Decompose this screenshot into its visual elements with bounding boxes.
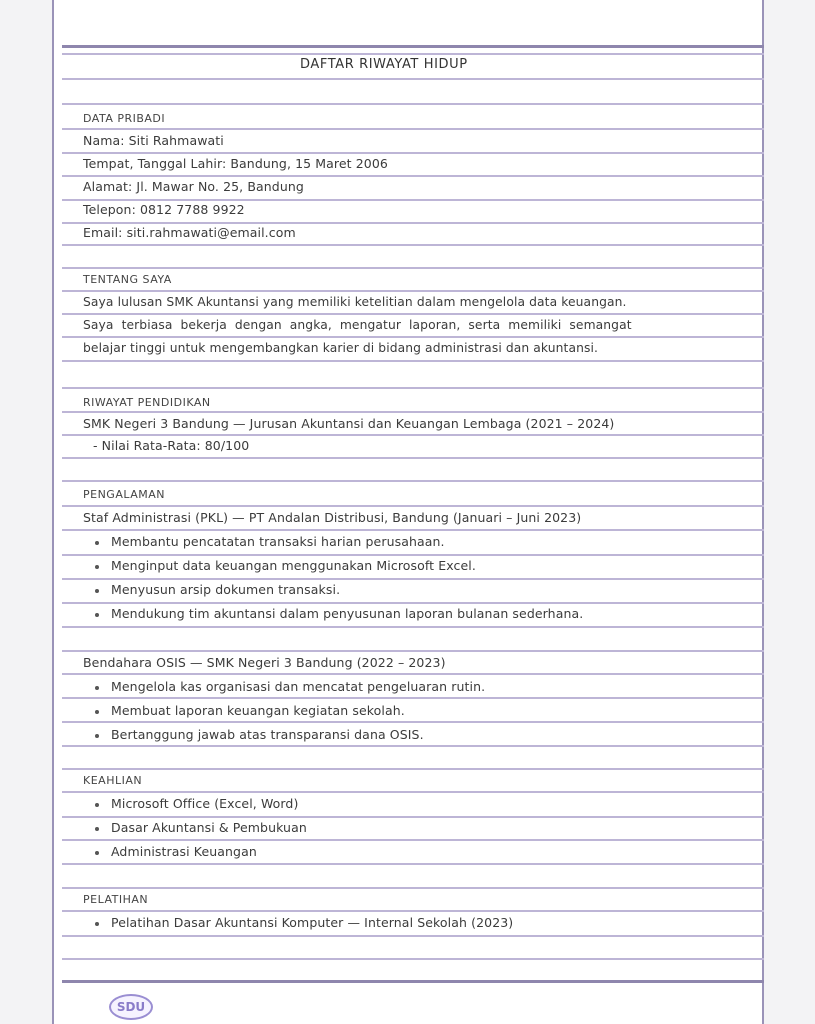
rule-line xyxy=(62,626,764,628)
section-heading-pengalaman: PENGALAMAN xyxy=(83,488,166,501)
list-item: Membuat laporan keuangan kegiatan sekolah. xyxy=(111,703,405,718)
field-nama: Nama: Siti Rahmawati xyxy=(83,133,224,148)
education-entry: SMK Negeri 3 Bandung — Jurusan Akuntansi dan Keuangan Lembaga (2021 – 2024) xyxy=(83,416,615,431)
list-item: Mengelola kas organisasi dan mencatat pengeluaran rutin. xyxy=(111,679,486,694)
rule-line xyxy=(62,839,764,841)
field-ttl: Tempat, Tanggal Lahir: Bandung, 15 Maret 2006 xyxy=(83,156,388,171)
rule-line xyxy=(62,336,764,338)
bullet-icon xyxy=(95,589,99,593)
bullet-icon xyxy=(95,827,99,831)
bullet-icon xyxy=(95,734,99,738)
rule-line xyxy=(62,387,764,389)
rule-line xyxy=(62,152,764,154)
list-item: Membantu pencatatan transaksi harian perusahaan. xyxy=(111,534,445,549)
rule-line xyxy=(62,554,764,556)
section-heading-pelatihan: PELATIHAN xyxy=(83,893,149,906)
education-grade: - Nilai Rata-Rata: 80/100 xyxy=(93,438,250,453)
section-heading-tentang-saya: TENTANG SAYA xyxy=(83,273,172,286)
rule-line xyxy=(62,745,764,747)
section-heading-pendidikan: RIWAYAT PENDIDIKAN xyxy=(83,396,211,409)
section-heading-data-pribadi: DATA PRIBADI xyxy=(83,112,166,125)
list-item: Mendukung tim akuntansi dalam penyusunan laporan bulanan sederhana. xyxy=(111,606,584,621)
bullet-icon xyxy=(95,541,99,545)
list-item: Microsoft Office (Excel, Word) xyxy=(111,796,299,811)
rule-line xyxy=(62,222,764,224)
rule-line xyxy=(62,457,764,459)
sdu-logo: SDU xyxy=(109,994,153,1020)
bullet-icon xyxy=(95,565,99,569)
list-item: Pelatihan Dasar Akuntansi Komputer — Internal Sekolah (2023) xyxy=(111,915,514,930)
rule-line xyxy=(62,791,764,793)
rule-line xyxy=(62,935,764,937)
bullet-icon xyxy=(95,851,99,855)
rule-line xyxy=(62,697,764,699)
job-title: Staf Administrasi (PKL) — PT Andalan Distribusi, Bandung (Januari – Juni 2023) xyxy=(83,510,582,525)
rule-line xyxy=(62,578,764,580)
rule-line xyxy=(62,267,764,269)
rule-line xyxy=(62,887,764,889)
rule-line xyxy=(62,411,764,413)
bullet-icon xyxy=(95,710,99,714)
rule-line xyxy=(62,199,764,201)
bullet-icon xyxy=(95,686,99,690)
about-line: Saya terbiasa bekerja dengan angka, mengatur laporan, serta memiliki semangat xyxy=(83,318,632,332)
about-line: Saya lulusan SMK Akuntansi yang memiliki ketelitian dalam mengelola data keuangan. xyxy=(83,295,627,309)
field-alamat: Alamat: Jl. Mawar No. 25, Bandung xyxy=(83,179,304,194)
rule-line xyxy=(62,360,764,362)
list-item: Menyusun arsip dokumen transaksi. xyxy=(111,582,341,597)
list-item: Dasar Akuntansi & Pembukuan xyxy=(111,820,307,835)
rule-line xyxy=(62,768,764,770)
rule-line xyxy=(62,505,764,507)
field-telepon: Telepon: 0812 7788 9922 xyxy=(83,202,245,217)
rule-line xyxy=(62,290,764,292)
job-title: Bendahara OSIS — SMK Negeri 3 Bandung (2022 – 2023) xyxy=(83,655,446,670)
page-title: DAFTAR RIWAYAT HIDUP xyxy=(300,57,468,72)
rule-line xyxy=(62,480,764,482)
about-line: belajar tinggi untuk mengembangkan karier di bidang administrasi dan akuntansi. xyxy=(83,341,599,355)
bullet-icon xyxy=(95,803,99,807)
rule-line xyxy=(62,78,764,80)
section-heading-keahlian: KEAHLIAN xyxy=(83,774,143,787)
list-item: Bertanggung jawab atas transparansi dana OSIS. xyxy=(111,727,424,742)
rule-line xyxy=(62,103,764,105)
rule-line xyxy=(62,863,764,865)
list-item: Administrasi Keuangan xyxy=(111,844,257,859)
rule-line xyxy=(62,244,764,246)
rule-line xyxy=(62,910,764,912)
rule-line xyxy=(62,529,764,531)
rule-line xyxy=(62,45,764,48)
rule-line xyxy=(62,175,764,177)
rule-line xyxy=(62,816,764,818)
rule-line xyxy=(62,313,764,315)
rule-line xyxy=(62,721,764,723)
field-email: Email: siti.rahmawati@email.com xyxy=(83,225,296,240)
rule-line xyxy=(62,650,764,652)
rule-line xyxy=(62,980,764,983)
rule-line xyxy=(62,673,764,675)
bullet-icon xyxy=(95,922,99,926)
rule-line xyxy=(62,958,764,960)
rule-line xyxy=(62,53,764,55)
rule-line xyxy=(62,128,764,130)
bullet-icon xyxy=(95,613,99,617)
rule-line xyxy=(62,434,764,436)
list-item: Menginput data keuangan menggunakan Microsoft Excel. xyxy=(111,558,476,573)
rule-line xyxy=(62,602,764,604)
